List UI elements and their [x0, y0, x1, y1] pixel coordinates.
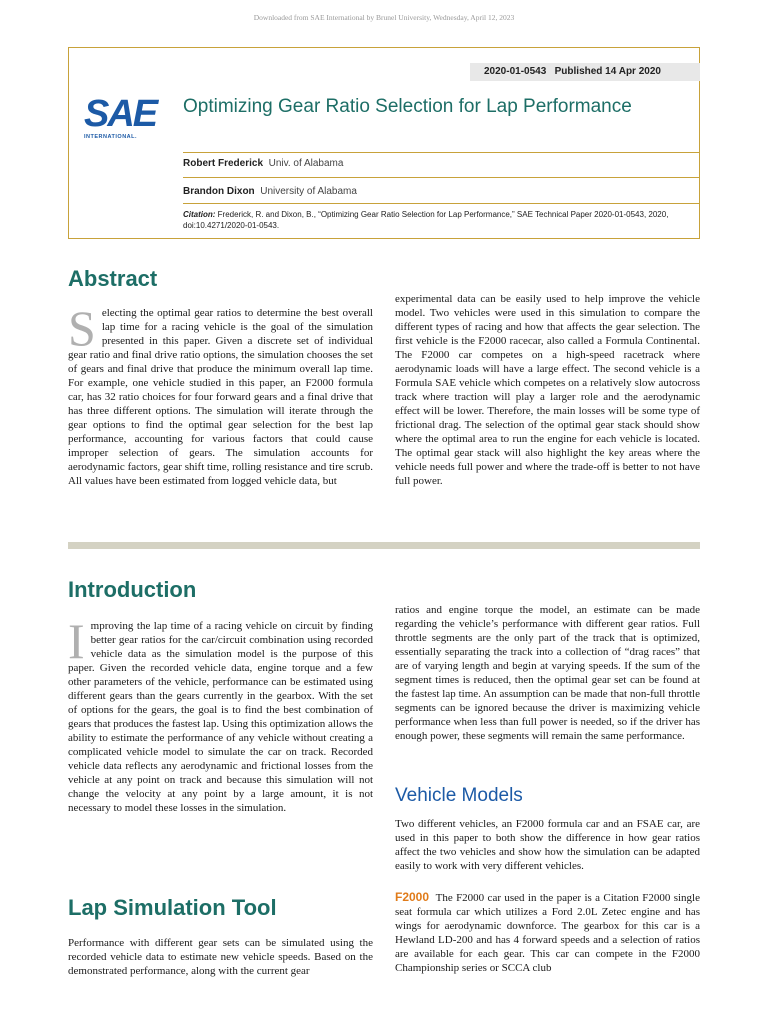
lap-sim-text: Performance with different gear sets can be simulated using the recorded vehicle data to estimate new vehicle speeds. Based on the demonstrated performance, along with the current gear [68, 937, 373, 977]
vehicle-models-text: Two different vehicles, an F2000 formula car and an FSAE car, are used in this paper to both show the difference in how gear ratios affect the two vehicles and show how the simulation can be adapted easily to work with very different vehicles. [395, 818, 700, 872]
citation-label: Citation: [183, 210, 216, 219]
author-affiliation: University of Alabama [260, 186, 357, 197]
vehicle-models-heading: Vehicle Models [395, 785, 523, 806]
author-1 [183, 158, 343, 169]
download-note: Downloaded from SAE International by Brunel University, Wednesday, April 12, 2023 [253, 13, 515, 22]
citation-text: Frederick, R. and Dixon, B., “Optimizing Gear Ratio Selection for Lap Performance,” SAE Technical Paper 2020-01-0543, 2020, doi:10.4271/2020-01-0543. [183, 210, 669, 230]
citation [183, 209, 698, 231]
introduction-text-1: mproving the lap time of a racing vehicle on circuit by finding better gear ratios for the car/circuit combination using recorded vehicle data as the simulation model is the purpose of this paper. Given the recorded vehicle data, engine torque and a few other parameters of the vehicle, performance can be estimated using different gears than the gears currently in the gearbox. With the set of options for the gears, the goal is to find the best combination of gears that produces the fastest lap. Using this optimization allows the ability to estimate the performance of any vehicle without creating a complicated vehicle model to simulate the car on track. Recorded vehicle data reflects any aerodynamic and frictional losses from the vehicle at any point on track and because this simulation will not change the velocity at any point by a large amount, it is not necessary to model these losses in the simulation. [68, 620, 373, 814]
abstract-heading: Abstract [68, 266, 158, 291]
abstract-col-1 [68, 300, 373, 488]
header-rule [183, 177, 700, 178]
published-date: Published 14 Apr 2020 [554, 66, 661, 77]
paper-title: Optimizing Gear Ratio Selection for Lap Performance [183, 96, 632, 117]
author-affiliation: Univ. of Alabama [268, 158, 344, 169]
f2000-label: F2000 [395, 890, 430, 904]
abstract-col-2: experimental data can be easily used to help improve the vehicle model. Two vehicles were used in this simulation to compare the different types of racing and how that affects the gear selection. The first vehicle is the F2000 racecar, also called a Formula Continental. The F2000 car competes on a high-speed racetrack where aerodynamic loads will have a large effect. The second vehicle is a Formula SAE vehicle which competes on a relatively slow autocross track where traction will play a larger role and the aerodynamic effect will be lower. Therefore, the main losses will be some type of frictional drag. The selection of the optimal gear stack should show where the optimal area to run the engine for each vehicle is located. The optimal gear stack will also highlight the key areas where the vehicle needs full power and where the trade-off is better to not have full power. [395, 293, 700, 487]
paper-id-strip [470, 63, 700, 81]
introduction-col-1 [68, 613, 373, 815]
f2000-paragraph [395, 890, 700, 975]
introduction-col-2: ratios and engine torque the model, an estimate can be made regarding the vehicle’s performance with different gear ratios. Full throttle segments are the only part of the track that is optimized, essentially separating the track into a collection of “drag races” that are of varying length and begin at varying speeds. If the sum of the segment times is reduced, then the optimal gear set can be found at the fastest lap time. An assumption can be made that non-full throttle segments can be ignored because the driver is maximizing vehicle performance when less than full power is needed, so if the driver has enough power, these segments will remain the same performance. [395, 604, 700, 742]
abstract-text-1: electing the optimal gear ratios to determine the best overall lap time for a racing vehicle is the goal of the simulation presented in this paper. Given a discrete set of individual gear ratio and final drive ratio options, the simulation chooses the set of gears and final drive that produce the minimum overall lap time. For example, one vehicle studied in this paper, an F2000 formula car, has 32 ratio choices for four forward gears and a final drive that has three different options. The simulation will iterate through the gear options to find the optimal gear selection for the best lap performance, accounting for various factors that could cause improper selection of gears. The simulation accounts for aerodynamic factors, gear shift time, rolling resistance and tire scrub. All values have been estimated from logged vehicle data, but [68, 307, 373, 487]
author-name: Brandon Dixon [183, 186, 255, 197]
dropcap: S [68, 300, 96, 356]
logo-subtext: INTERNATIONAL. [84, 134, 138, 140]
dropcap: I [68, 613, 85, 669]
header-rule [183, 203, 700, 204]
section-divider [68, 542, 700, 549]
lap-sim-heading: Lap Simulation Tool [68, 895, 277, 920]
author-2 [183, 186, 357, 197]
introduction-heading: Introduction [68, 577, 197, 602]
paper-id: 2020-01-0543 [484, 66, 547, 77]
f2000-text: The F2000 car used in the paper is a Citation F2000 single seat formula car which utilizes a Ford 2.0L Zetec engine and has wings for aerodynamic downforce. The gearbox for this car is a Hewland LD-200 and has 4 forward speeds and a selection of ratios are available for each gear. This car can compete in the F2000 Championship series or SCCA club [395, 892, 700, 974]
header-rule [183, 152, 700, 153]
sae-logo [84, 93, 157, 140]
logo-mark: SAE [84, 93, 157, 135]
author-name: Robert Frederick [183, 158, 264, 169]
